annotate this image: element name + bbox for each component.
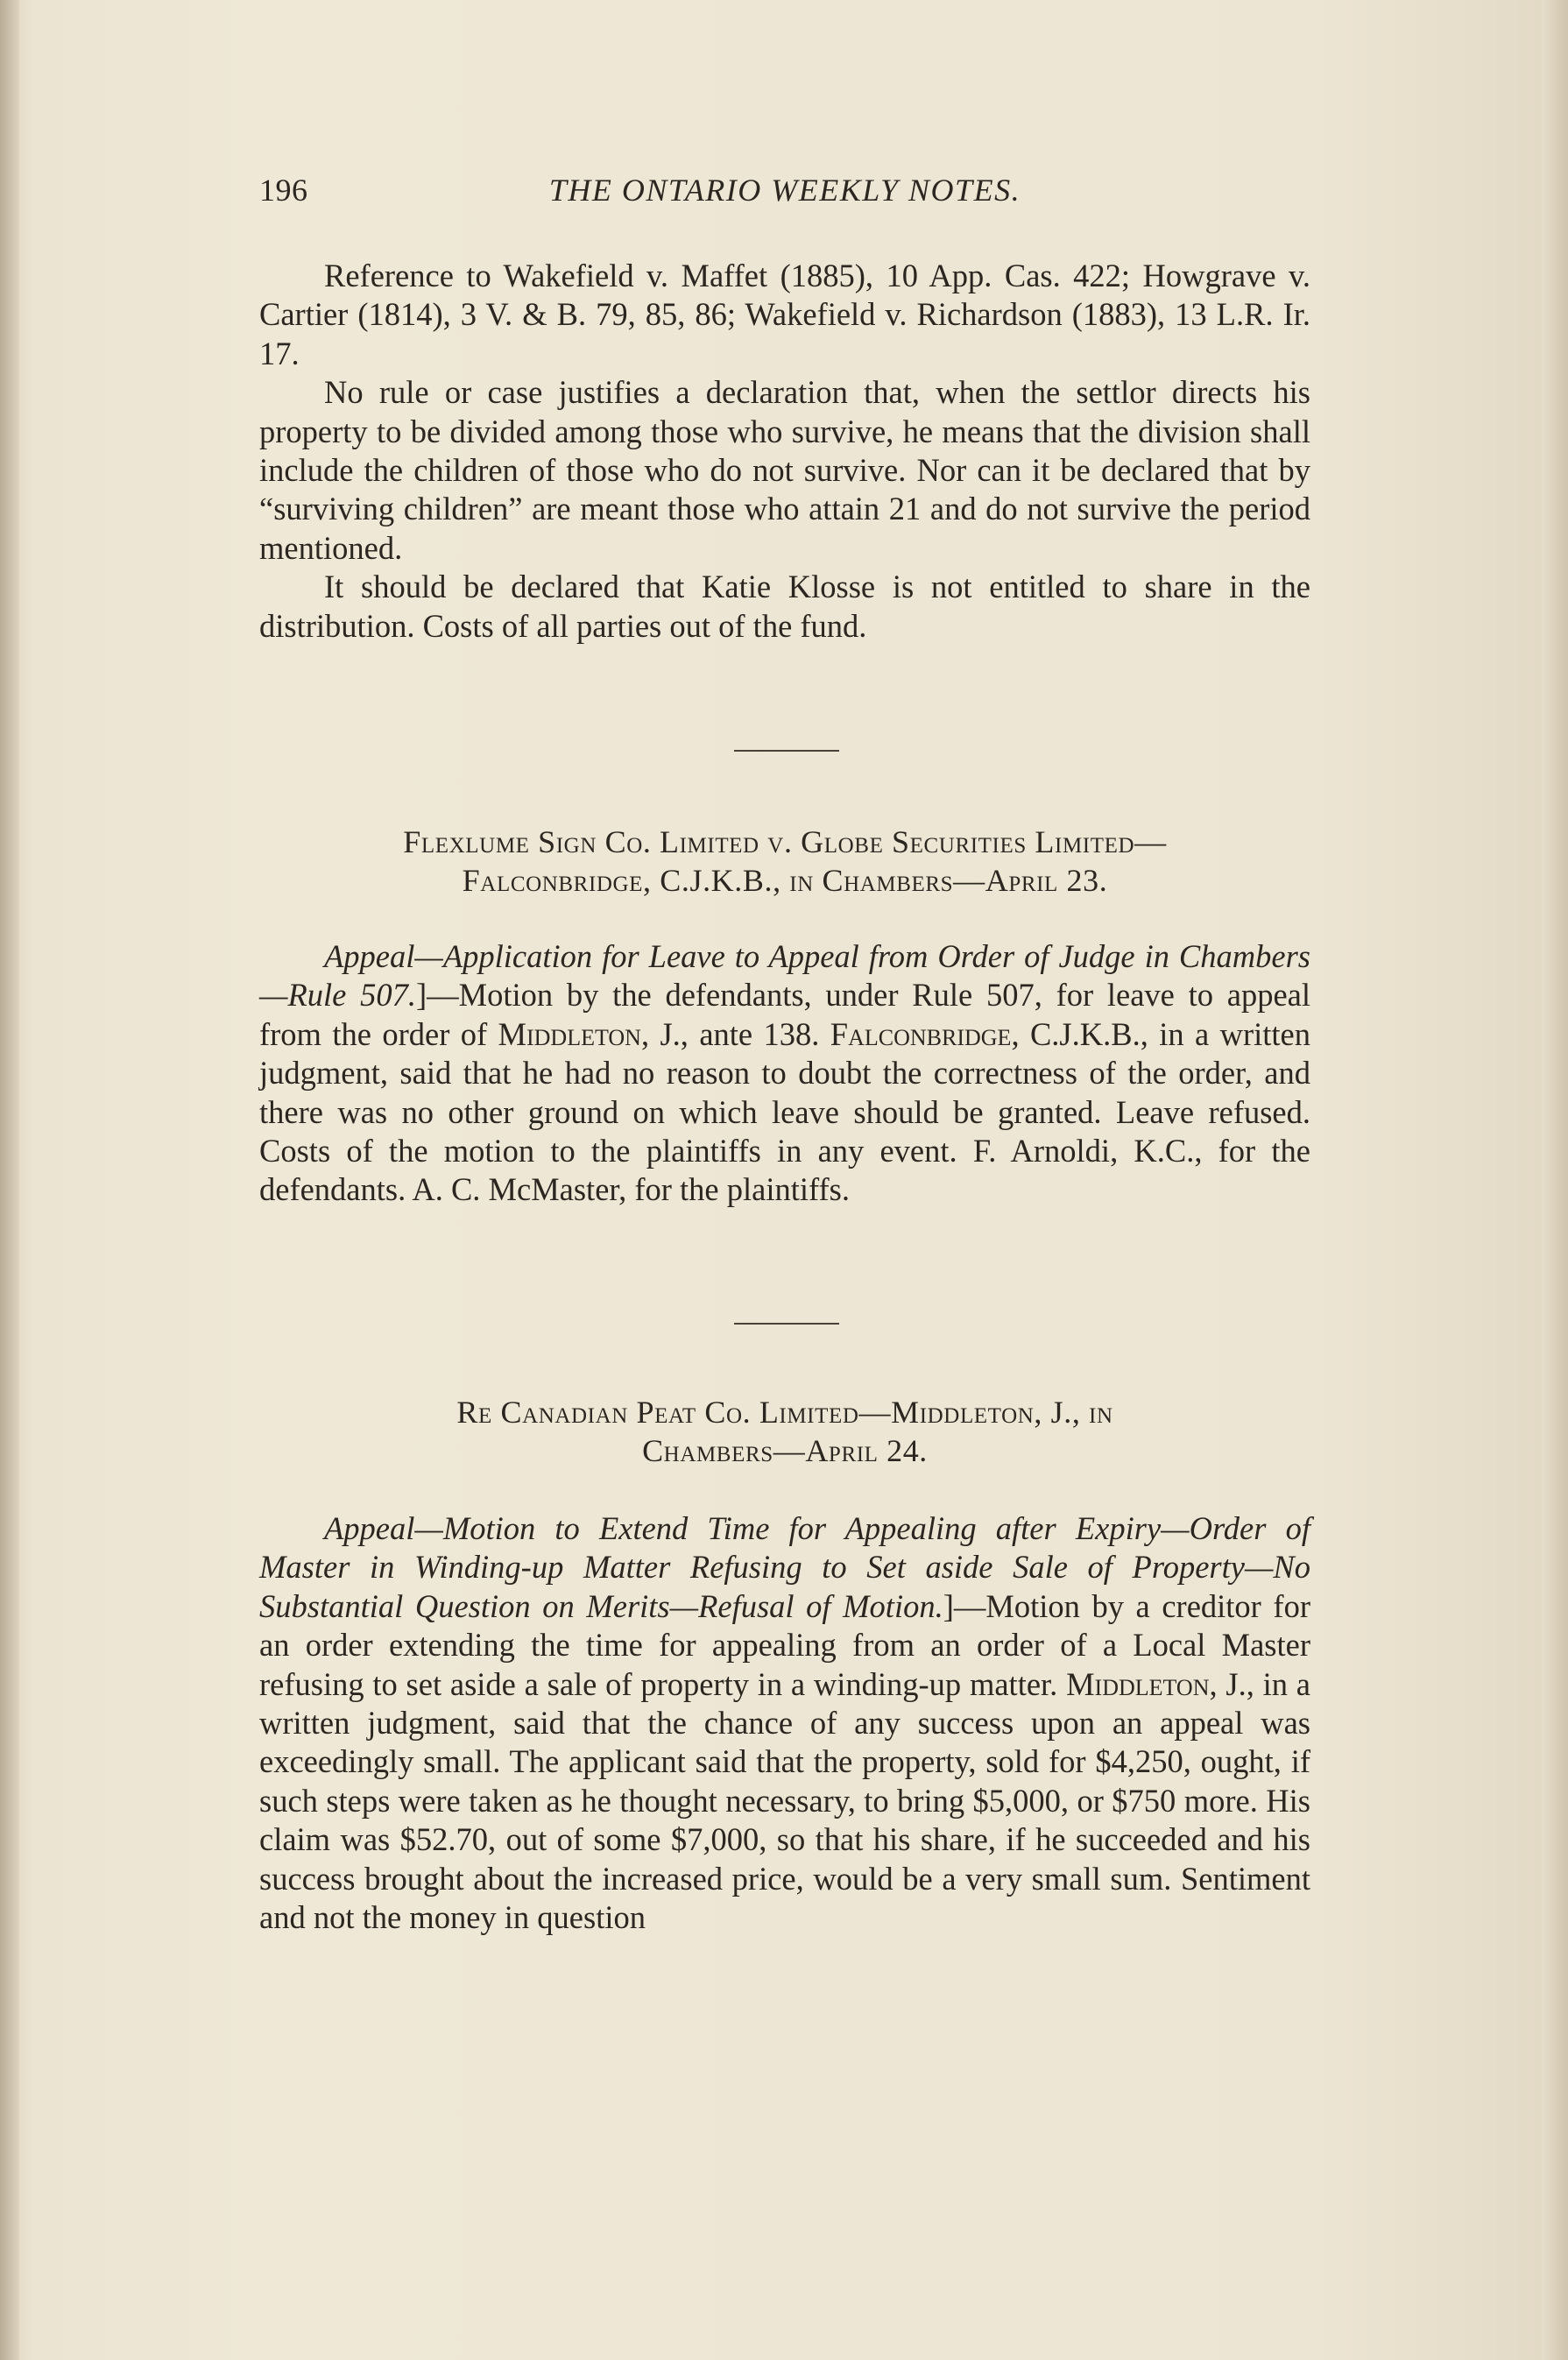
case-text-b: , J., in a written judgment, said that the chance of any success upon an appeal was exceedingly small. The applicant said that the property, sold for $4,250, ought, if such steps were taken as he thought necessary, to bring $5,000, or $750 more. His claim was $52.70, out of some $7,000, so that his share, if he succeeded and his success brought about the increased price, would be a very small sum. Sentiment and not the money in question [259,1665,1310,1936]
case-title-line1: Re Canadian Peat Co. Limited—Middleton, J., in [456,1395,1113,1430]
page-number: 196 [259,173,308,208]
case-text-a: ]—Motion by the defendants, under Rule 507, for leave to appeal from the order of [259,977,1311,1052]
case-text-a: ]—Motion by a creditor for an order extending the time for appealing from an order of a Local Master refusing to set aside a sale of property in a winding-up matter. [259,1587,1310,1702]
case-title-line2: Falconbridge, C.J.K.B., in Chambers—April 23. [462,863,1108,898]
judge-name: Falconbridge [830,1015,1012,1052]
paragraph-declaration: No rule or case justifies a declaration that, when the settlor directs his property to be divided among those who survive, he means that the division shall include the children of those who do not survive. Nor can it be declared that by “surviving children” are meant those who attain 21 and do not survive the period mentioned. [259,374,1310,566]
opening-paragraphs [259,257,1310,646]
case-text-b: , J., ante 138. [640,1015,830,1052]
case-canadian-peat [259,1393,1310,1937]
paragraph-references: Reference to Wakefield v. Maffet (1885), 10 App. Cas. 422; Howgrave v. Cartier (1814), 3 V. & B. 79, 85, 86; Wakefield v. Richardson (1883), 13 L.R. Ir. 17. [259,258,1310,371]
case-headnote: Appeal—Application for Leave to Appeal from Order of Judge in Chambers—Rule 507. [259,938,1310,1014]
page-right-edge [1542,0,1568,2360]
paragraph-conclusion: It should be declared that Katie Klosse is not entitled to share in the distribution. Costs of all parties out of the fund. [259,569,1310,644]
case-body [259,1509,1310,1937]
judge-name: Middleton [1066,1665,1210,1702]
case-flexlume [259,823,1310,1210]
case-title-line2: Chambers—April 24. [642,1433,928,1468]
running-title: THE ONTARIO WEEKLY NOTES. [548,173,1021,208]
judge-name: Middleton [498,1015,641,1052]
case-headnote: Appeal—Motion to Extend Time for Appealing after Expiry—Order of Master in Winding-up Matter Refusing to Set aside Sale of Property—No Substantial Question on Merits—Refusal of Motion. [259,1510,1310,1624]
section-divider [734,1323,839,1325]
case-title-line1: Flexlume Sign Co. Limited v. Globe Securities Limited— [403,824,1167,859]
page-binding-edge [0,0,19,2360]
case-body [259,937,1310,1210]
page-header [259,172,1310,216]
case-text-c: , C.J.K.B., in a written judgment, said that he had no reason to doubt the correctness of the order, and there was no other ground on which leave should be granted. Leave refused. Costs of the motion to the plaintiffs in any event. F. Arnoldi, K.C., for the defendants. A. C. McMaster, for the plaintiffs. [259,1015,1311,1208]
section-divider [734,750,839,752]
